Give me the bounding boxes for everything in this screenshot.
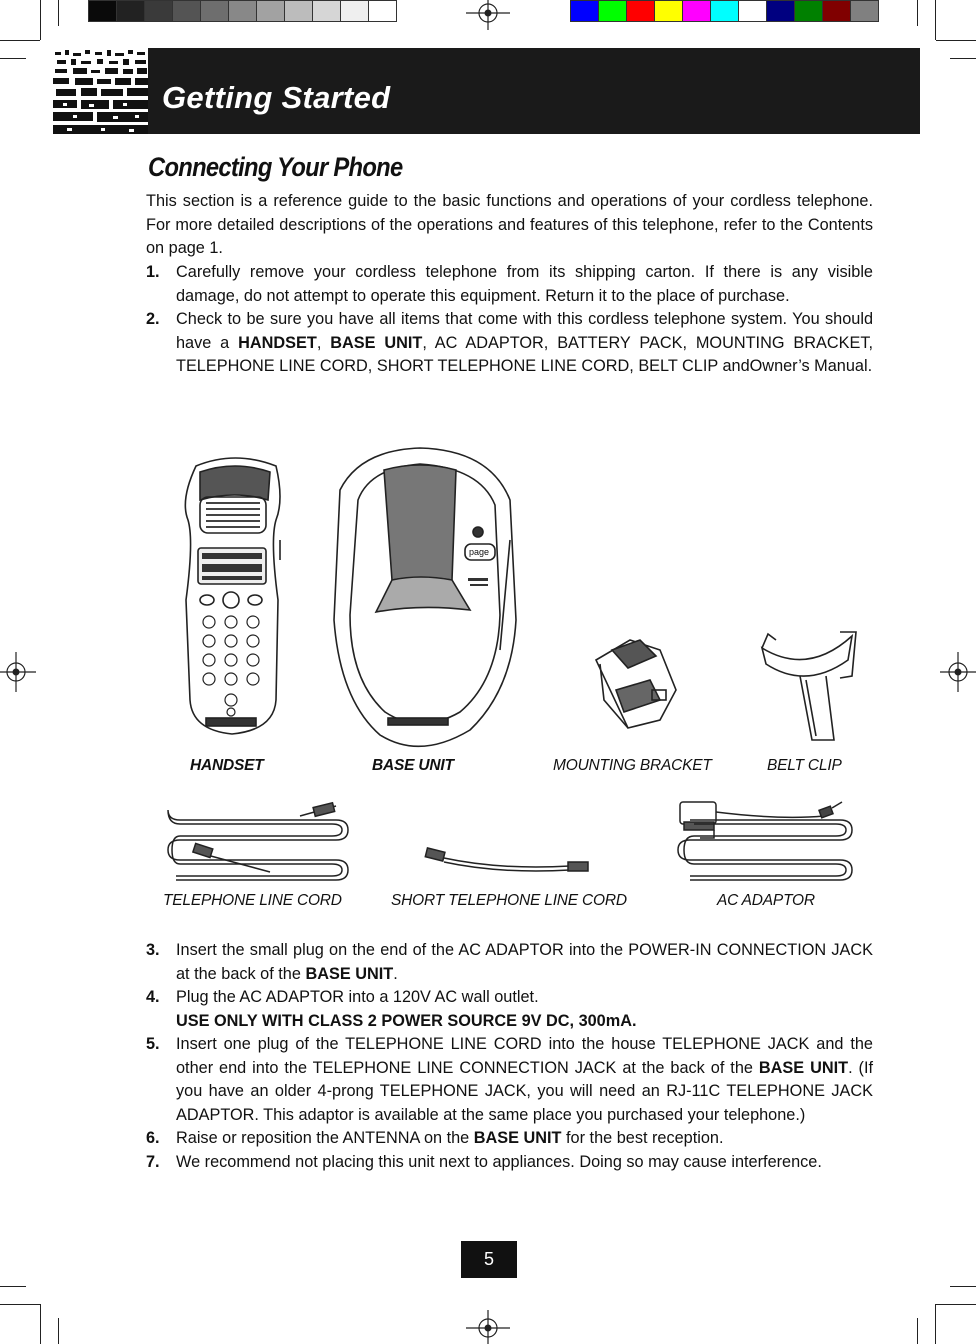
steps-top-list [146,261,873,379]
caption-belt-clip: BELT CLIP [767,757,842,774]
step-number: 7. [146,1152,160,1171]
step-warning: USE ONLY WITH CLASS 2 POWER SOURCE 9V DC, 300mA. [176,1011,637,1030]
step-text: Insert the small plug on the end of the AC ADAPTOR into the POWER-IN CONNECTION JACK at the back of the [176,941,873,983]
step-text-bold: BASE UNIT [758,1058,849,1077]
step-2 [146,308,873,379]
step-1 [146,261,873,308]
step-6 [146,1127,873,1151]
header-pattern [53,48,148,134]
step-text: Insert one plug of the TELEPHONE LINE CORD into the house TELEPHONE JACK and the other end into the TELEPHONE LINE CONNECTION JACK at the back of the [176,1035,873,1077]
step-text: , AC ADAPTOR, BATTERY PACK, MOUNTING BRACKET, TELEPHONE LINE CORD, SHORT TELEPHONE LINE CORD, BELT CLIP andOwner’s Manual. [176,333,873,375]
intro-paragraph: This section is a reference guide to the basic functions and operations of your cordless telephone. For more detailed descriptions of the operations and features of this telephone, refer to the Contents on page 1. [146,192,873,257]
caption-short-telephone-line-cord: SHORT TELEPHONE LINE CORD [391,892,627,909]
page-button-label: page [469,547,490,557]
step-text-bold: BASE UNIT [330,333,423,352]
step-number: 4. [146,988,160,1006]
steps-bottom-list [146,939,873,1174]
step-text-bold: HANDSET [238,333,317,352]
page-number: 5 [461,1241,517,1278]
caption-handset: HANDSET [190,757,264,774]
step-text: . (If you have an older 4-prong TELEPHONE JACK, you will need an RJ-11C TELEPHONE JACK ADAPTOR. This adaptor is available at the same place you purchased your telephone.) [176,1058,874,1124]
step-text-bold: BASE UNIT [473,1129,562,1147]
step-number: 1. [146,263,160,281]
step-text: We recommend not placing this unit next to appliances. Doing so may cause interference. [176,1152,822,1171]
caption-base-unit: BASE UNIT [372,757,454,774]
step-text: Check to be sure you have all items that come with this cordless telephone system. You should have a [176,310,873,352]
step-4 [146,986,873,1033]
section-title: Connecting Your Phone [148,152,403,182]
step-5 [146,1033,873,1127]
step-text: Carefully remove your cordless telephone from its shipping carton. If there is any visible damage, do not attempt to operate this equipment. Return it to the place of purchase. [176,263,873,305]
step-text-bold: BASE UNIT [305,964,394,983]
step-number: 5. [146,1035,160,1053]
step-text: , [316,333,331,352]
caption-ac-adaptor: AC ADAPTOR [717,892,815,909]
step-text: for the best reception. [561,1129,724,1147]
step-number: 2. [146,310,160,328]
caption-telephone-line-cord: TELEPHONE LINE CORD [163,892,342,909]
page-title: Getting Started [162,80,391,115]
step-7 [146,1151,873,1175]
step-text: Plug the AC ADAPTOR into a 120V AC wall outlet. [176,988,539,1006]
step-number: 3. [146,941,160,959]
step-text: . [393,964,398,983]
step-number: 6. [146,1129,160,1147]
step-3 [146,939,873,986]
step-text: Raise or reposition the ANTENNA on the [176,1129,474,1147]
caption-mounting-bracket: MOUNTING BRACKET [553,757,712,774]
